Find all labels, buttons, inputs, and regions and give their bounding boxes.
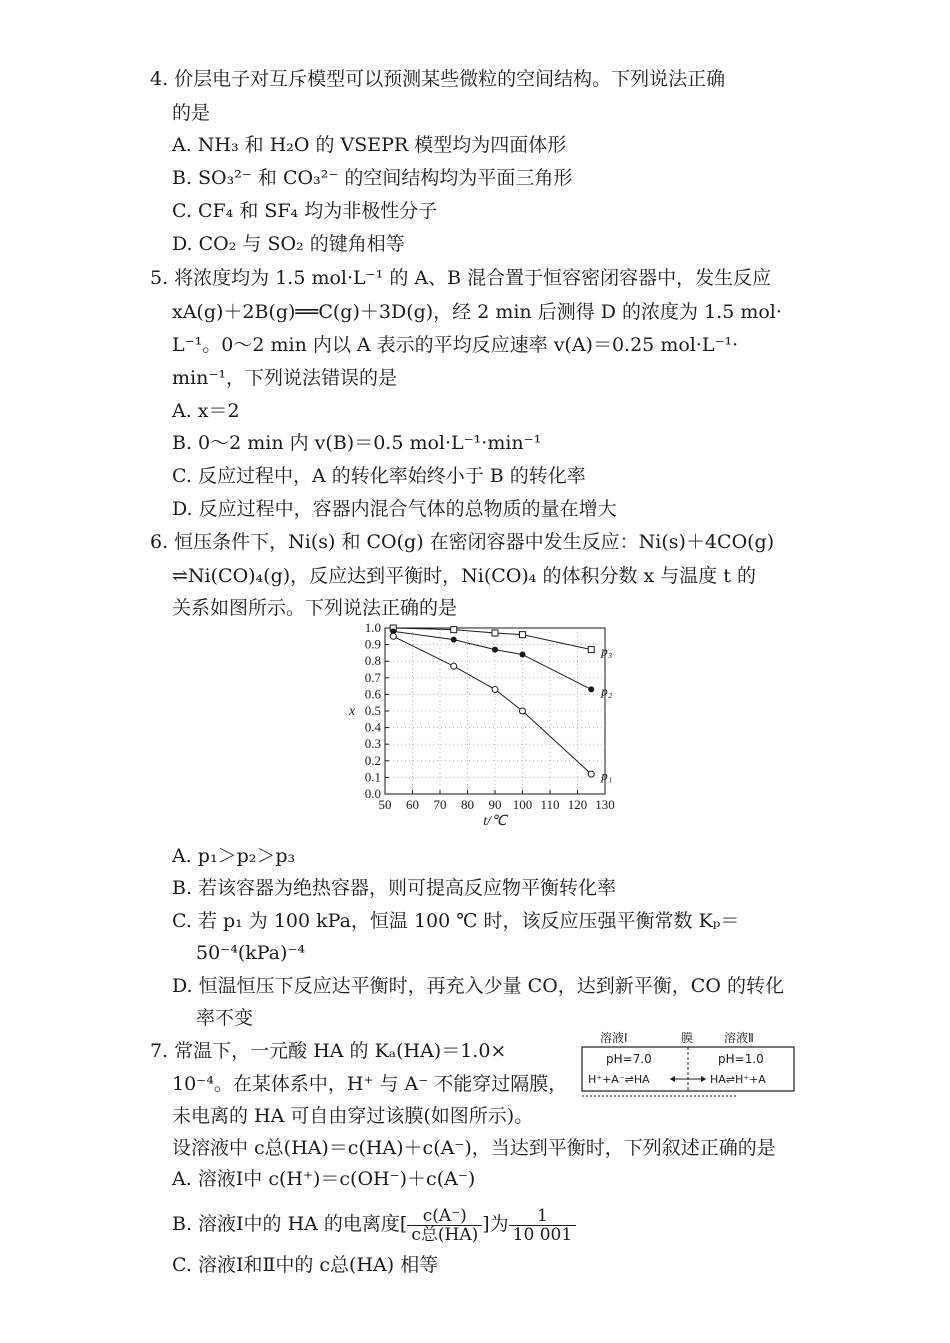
x-tick-label: 70	[433, 797, 447, 812]
data-point-p1	[520, 708, 526, 714]
diagram-label-solution-1: 溶液Ⅰ	[600, 1031, 628, 1045]
data-point-p1	[588, 771, 594, 777]
q7-stem-line4: 设溶液中 c总(HA)＝c(HA)＋c(A⁻)，当达到平衡时，下列叙述正确的是	[172, 1137, 776, 1159]
data-point-p1	[492, 686, 498, 692]
y-tick-label: 0.6	[364, 686, 381, 702]
q4-option-d: D. CO₂ 与 SO₂ 的键角相等	[172, 233, 405, 255]
q5-stem-line2: xA(g)＋2B(g)══C(g)＋3D(g)，经 2 min 后测得 D 的浓度为 1.5 mol·	[172, 301, 782, 323]
x-axis-label: t/℃	[483, 814, 507, 829]
q6-option-b: B. 若该容器为绝热容器，则可提高反应物平衡转化率	[172, 877, 617, 899]
q4-option-b: B. SO₃²⁻ 和 CO₃²⁻ 的空间结构均为平面三角形	[172, 167, 573, 189]
q4-stem-line2: 的是	[172, 102, 211, 124]
y-tick-label: 0.2	[364, 752, 381, 768]
q4-option-a: A. NH₃ 和 H₂O 的 VSEPR 模型均为四面体形	[172, 134, 567, 156]
diagram-eq-right: HA⇌H⁺+A	[710, 1073, 766, 1086]
series-line-p2	[393, 631, 591, 689]
q7-stem-line1: 7. 常温下，一元酸 HA 的 Kₐ(HA)＝1.0×	[150, 1040, 507, 1062]
diagram-arrowhead-right	[701, 1076, 706, 1082]
y-tick-label: 0.8	[364, 653, 381, 669]
data-point-p1	[390, 633, 396, 639]
diagram-ph-right: pH=1.0	[718, 1052, 764, 1066]
data-point-p2	[492, 647, 498, 653]
y-axis-label: x	[349, 704, 356, 719]
q7-option-c: C. 溶液Ⅰ和Ⅱ中的 c总(HA) 相等	[172, 1254, 439, 1276]
q6-stem-line1: 6. 恒压条件下，Ni(s) 和 CO(g) 在密闭容器中发生反应：Ni(s)＋4CO(g)	[150, 531, 775, 553]
diagram-arrowhead-left	[670, 1076, 675, 1082]
value-fraction	[509, 1207, 576, 1244]
q7-stem-line2: 10⁻⁴。在某体系中，H⁺ 与 A⁻ 不能穿过隔膜，	[172, 1073, 568, 1095]
y-tick-label: 0.1	[364, 769, 381, 785]
diagram-eq-left: H⁺+A⁻⇌HA	[588, 1073, 650, 1086]
q7-membrane-diagram	[578, 1028, 798, 1100]
q6-option-d-line2: 率不变	[196, 1007, 254, 1029]
data-point-p2	[520, 652, 526, 658]
data-point-p3	[451, 627, 457, 633]
x-tick-label: 80	[461, 797, 474, 812]
q5-option-a: A. x＝2	[172, 400, 240, 422]
series-label-p3: p₃	[601, 643, 613, 659]
y-tick-label: 1.0	[364, 620, 381, 635]
q4-stem-line1: 4. 价层电子对互斥模型可以预测某些微粒的空间结构。下列说法正确	[150, 68, 726, 90]
value-numerator: 1	[509, 1207, 576, 1226]
x-tick-label: 60	[406, 797, 419, 812]
data-point-p3	[520, 632, 526, 638]
x-tick-label: 90	[488, 797, 502, 812]
q6-option-a: A. p₁＞p₂＞p₃	[172, 845, 296, 867]
q4-option-c: C. CF₄ 和 SF₄ 均为非极性分子	[172, 200, 438, 222]
data-point-p2	[451, 637, 457, 643]
value-denominator: 10 001	[512, 1224, 573, 1245]
y-tick-label: 0.3	[364, 736, 381, 752]
data-point-p1	[451, 663, 457, 669]
y-tick-label: 0.9	[364, 636, 381, 652]
q6-option-c-line1: C. 若 p₁ 为 100 kPa，恒温 100 ℃ 时，该反应压强平衡常数 Kₚ＝	[172, 910, 740, 932]
diagram-label-membrane: 膜	[681, 1031, 694, 1045]
x-tick-label: 120	[567, 797, 588, 812]
q6-chart	[345, 618, 635, 830]
ionization-fraction	[407, 1207, 482, 1244]
fraction-denominator: c总(HA)	[411, 1224, 479, 1245]
x-tick-label: 50	[378, 797, 392, 812]
x-tick-label: 100	[512, 797, 533, 812]
q7-stem-line3: 未电离的 HA 可自由穿过该膜(如图所示)。	[172, 1105, 534, 1127]
q5-stem-line3: L⁻¹。0～2 min 内以 A 表示的平均反应速率 v(A)＝0.25 mol·L⁻¹·	[172, 334, 739, 356]
data-point-p2	[588, 686, 594, 692]
q6-stem-line2: ⇌Ni(CO)₄(g)，反应达到平衡时，Ni(CO)₄ 的体积分数 x 与温度 t 的	[172, 565, 756, 587]
data-point-p3	[588, 647, 594, 653]
y-tick-label: 0.0	[364, 786, 381, 801]
q6-stem-line3: 关系如图所示。下列说法正确的是	[172, 597, 458, 619]
q5-option-c: C. 反应过程中，A 的转化率始终小于 B 的转化率	[172, 465, 586, 487]
x-tick-label: 110	[540, 797, 560, 812]
y-tick-label: 0.5	[364, 703, 381, 718]
q7-option-b-middle: ]为	[482, 1213, 509, 1235]
data-point-p3	[492, 630, 498, 636]
q5-option-b: B. 0～2 min 内 v(B)＝0.5 mol·L⁻¹·min⁻¹	[172, 432, 542, 454]
fraction-numerator: c(A⁻)	[407, 1207, 482, 1226]
diagram-ph-left: pH=7.0	[606, 1052, 652, 1066]
q6-option-d-line1: D. 恒温恒压下反应达平衡时，再充入少量 CO，达到新平衡，CO 的转化	[172, 975, 784, 997]
series-label-p1: p₁	[601, 768, 613, 784]
y-tick-label: 0.4	[364, 719, 381, 735]
q5-stem-line1: 5. 将浓度均为 1.5 mol·L⁻¹ 的 A、B 混合置于恒容密闭容器中，发生反应	[150, 267, 772, 289]
q7-option-b-prefix: B. 溶液Ⅰ中的 HA 的电离度[	[172, 1213, 408, 1235]
q7-option-a: A. 溶液Ⅰ中 c(H⁺)＝c(OH⁻)＋c(A⁻)	[172, 1168, 476, 1190]
q5-stem-line4: min⁻¹，下列说法错误的是	[172, 367, 397, 389]
diagram-label-solution-2: 溶液Ⅱ	[724, 1031, 754, 1045]
series-label-p2: p₂	[601, 683, 613, 699]
q7-option-b	[172, 1205, 576, 1244]
series-line-p1	[393, 636, 591, 774]
x-tick-label: 130	[595, 797, 615, 812]
y-tick-label: 0.7	[364, 669, 381, 685]
q6-option-c-line2: 50⁻⁴(kPa)⁻⁴	[196, 942, 306, 964]
q5-option-d: D. 反应过程中，容器内混合气体的总物质的量在增大	[172, 498, 617, 520]
